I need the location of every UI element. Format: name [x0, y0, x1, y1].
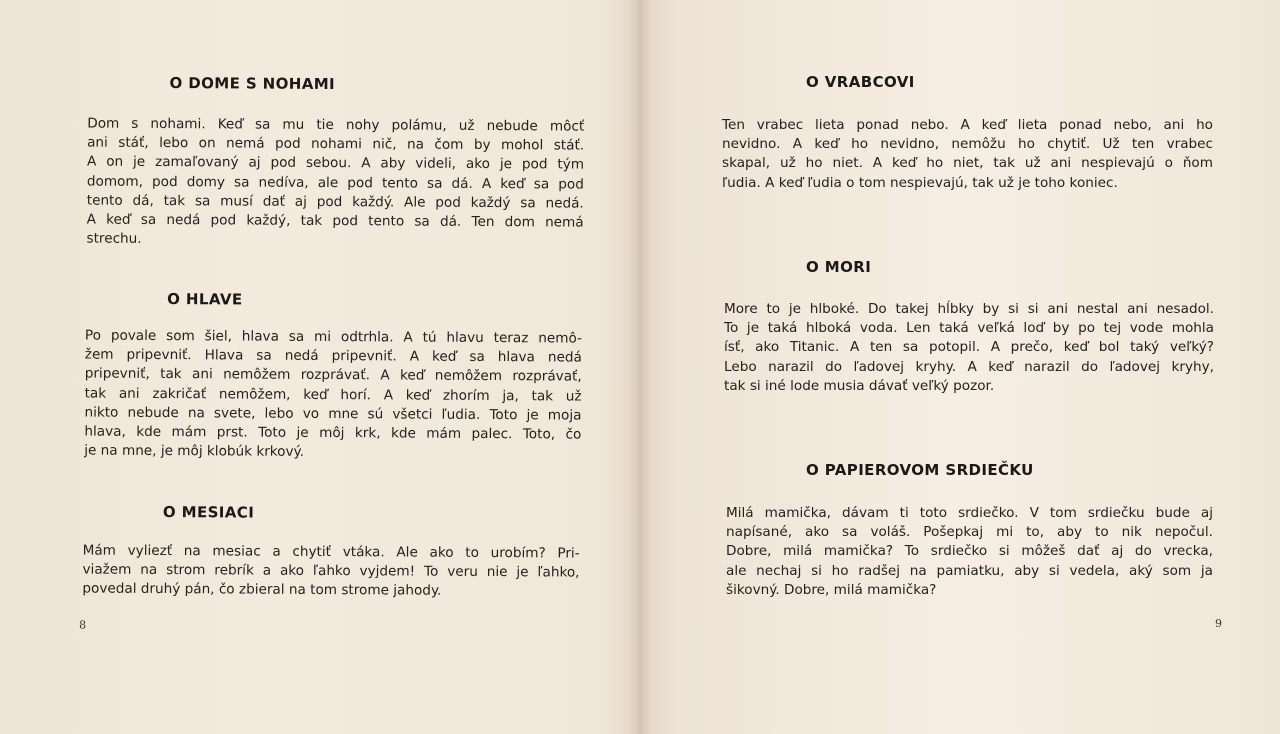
text-line: More to je hlboké. Do takej hĺbky by si si ani nestal ani nesadol. — [724, 301, 1214, 317]
text-line: strechu. — [86, 230, 142, 248]
text-line: nevidno. A keď ho nevidno, nemôžu ho chytiť. Už ten vrabec — [722, 136, 1213, 153]
section-heading: O PAPIEROVOM SRDIEČKU — [806, 461, 1034, 479]
text-line: skapal, už ho niet. A keď ho niet, tak už ani nespievajú o ňom — [722, 155, 1213, 172]
section-paragraph — [82, 542, 579, 603]
text-line: ľudia. A keď ľudia o tom nespievajú, tak už je toho koniec. — [722, 174, 1118, 191]
section-o-dome-s-nohami — [0, 0, 640, 248]
text-line: To je taká hlboká voda. Len taká veľká loď by po tej vode mohla — [724, 320, 1214, 337]
text-line: Mám vyliezť na mesiac a chytiť vtáka. Ale ako to urobím? Pri- — [82, 542, 580, 562]
text-line: domom, pod domy sa nedíva, ale pod tento sa dá. A keď sa pod — [86, 173, 584, 193]
section-paragraph — [722, 116, 1213, 193]
text-line: Ten vrabec lieta ponad nebo. A keď lieta ponad nebo, ani ho — [722, 117, 1213, 133]
text-line: pripevniť, tak ani nemôžem rozprávať. A keď nemôžem rozprávať, — [84, 365, 582, 385]
page-number: 8 — [79, 618, 87, 632]
right-page — [640, 0, 1280, 734]
text-line: ani stáť, lebo on nemá pod nohami nič, na čom by mohol stáť. — [87, 134, 585, 154]
text-line: Milá mamička, dávam ti toto srdiečko. V tom srdiečku bude aj — [726, 505, 1213, 521]
text-line: viažem na strom rebrík a ako ľahko vyjdem! To veru nie je ľahko, — [82, 561, 580, 581]
text-line: Lebo narazil do ľadovej kryhy. A keď narazil do ľadovej kryhy, — [724, 358, 1214, 375]
page-number: 9 — [1215, 617, 1222, 630]
section-heading: O VRABCOVI — [806, 73, 915, 91]
section-paragraph — [724, 300, 1214, 396]
section-heading: O MESIACI — [162, 503, 255, 522]
text-line: šikovný. Dobre, milá mamička? — [726, 581, 937, 598]
text-line: Po povale som šiel, hlava sa mi odtrhla. A tú hlavu teraz nemô- — [84, 327, 582, 347]
text-line: Dom s nohami. Keď sa mu tie nohy polámu, už nebude môcť — [87, 115, 585, 135]
text-line: je na mne, je môj klobúk krkový. — [84, 442, 305, 461]
section-heading: O DOME S NOHAMI — [169, 74, 336, 94]
text-line: tak ani zakričať nemôžem, keď horí. A keď zhorím ja, tak už — [84, 385, 582, 405]
section-heading: O MORI — [806, 258, 872, 276]
text-line: ísť, ako Titanic. A ten sa potopil. A prečo, keď bol taký veľký? — [724, 339, 1214, 356]
text-line: ale nechaj si ho radšej na pamiatku, aby si vedela, aký som ja — [726, 562, 1213, 579]
text-line: A on je zamaľovaný aj pod sebou. A aby videli, ako je pod tým — [86, 153, 585, 173]
section-paragraph — [86, 115, 584, 252]
text-line: A keď sa nedá pod každý, tak pod tento sa dá. Ten dom nemá — [86, 211, 584, 231]
text-line: hlava, kde mám prst. Toto je môj krk, kde mám palec. Toto, čo — [84, 423, 582, 443]
text-line: povedal druhý pán, čo zbieral na tom strome jahody. — [82, 580, 442, 600]
section-paragraph — [84, 327, 582, 464]
section-heading: O HLAVE — [167, 290, 243, 309]
text-line: tak si iné lode musia dávať veľký pozor. — [724, 377, 995, 394]
text-line: Dobre, milá mamička? To srdiečko si môžeš dať aj do vrecka, — [726, 543, 1213, 560]
text-line: tento dá, tak sa musí dať aj pod každý. Ale pod každý sa nedá. — [86, 192, 584, 212]
text-line: žem pripevniť. Hlava sa nedá pripevniť. A keď sa hlava nedá — [84, 346, 582, 366]
section-paragraph — [726, 504, 1213, 600]
text-line: napísané, ako sa voláš. Pošepkaj mi to, aby to nik nepočul. — [726, 524, 1213, 541]
text-line: nikto nebude na svete, lebo vo mne sú všetci ľudia. Toto je moja — [84, 404, 582, 424]
